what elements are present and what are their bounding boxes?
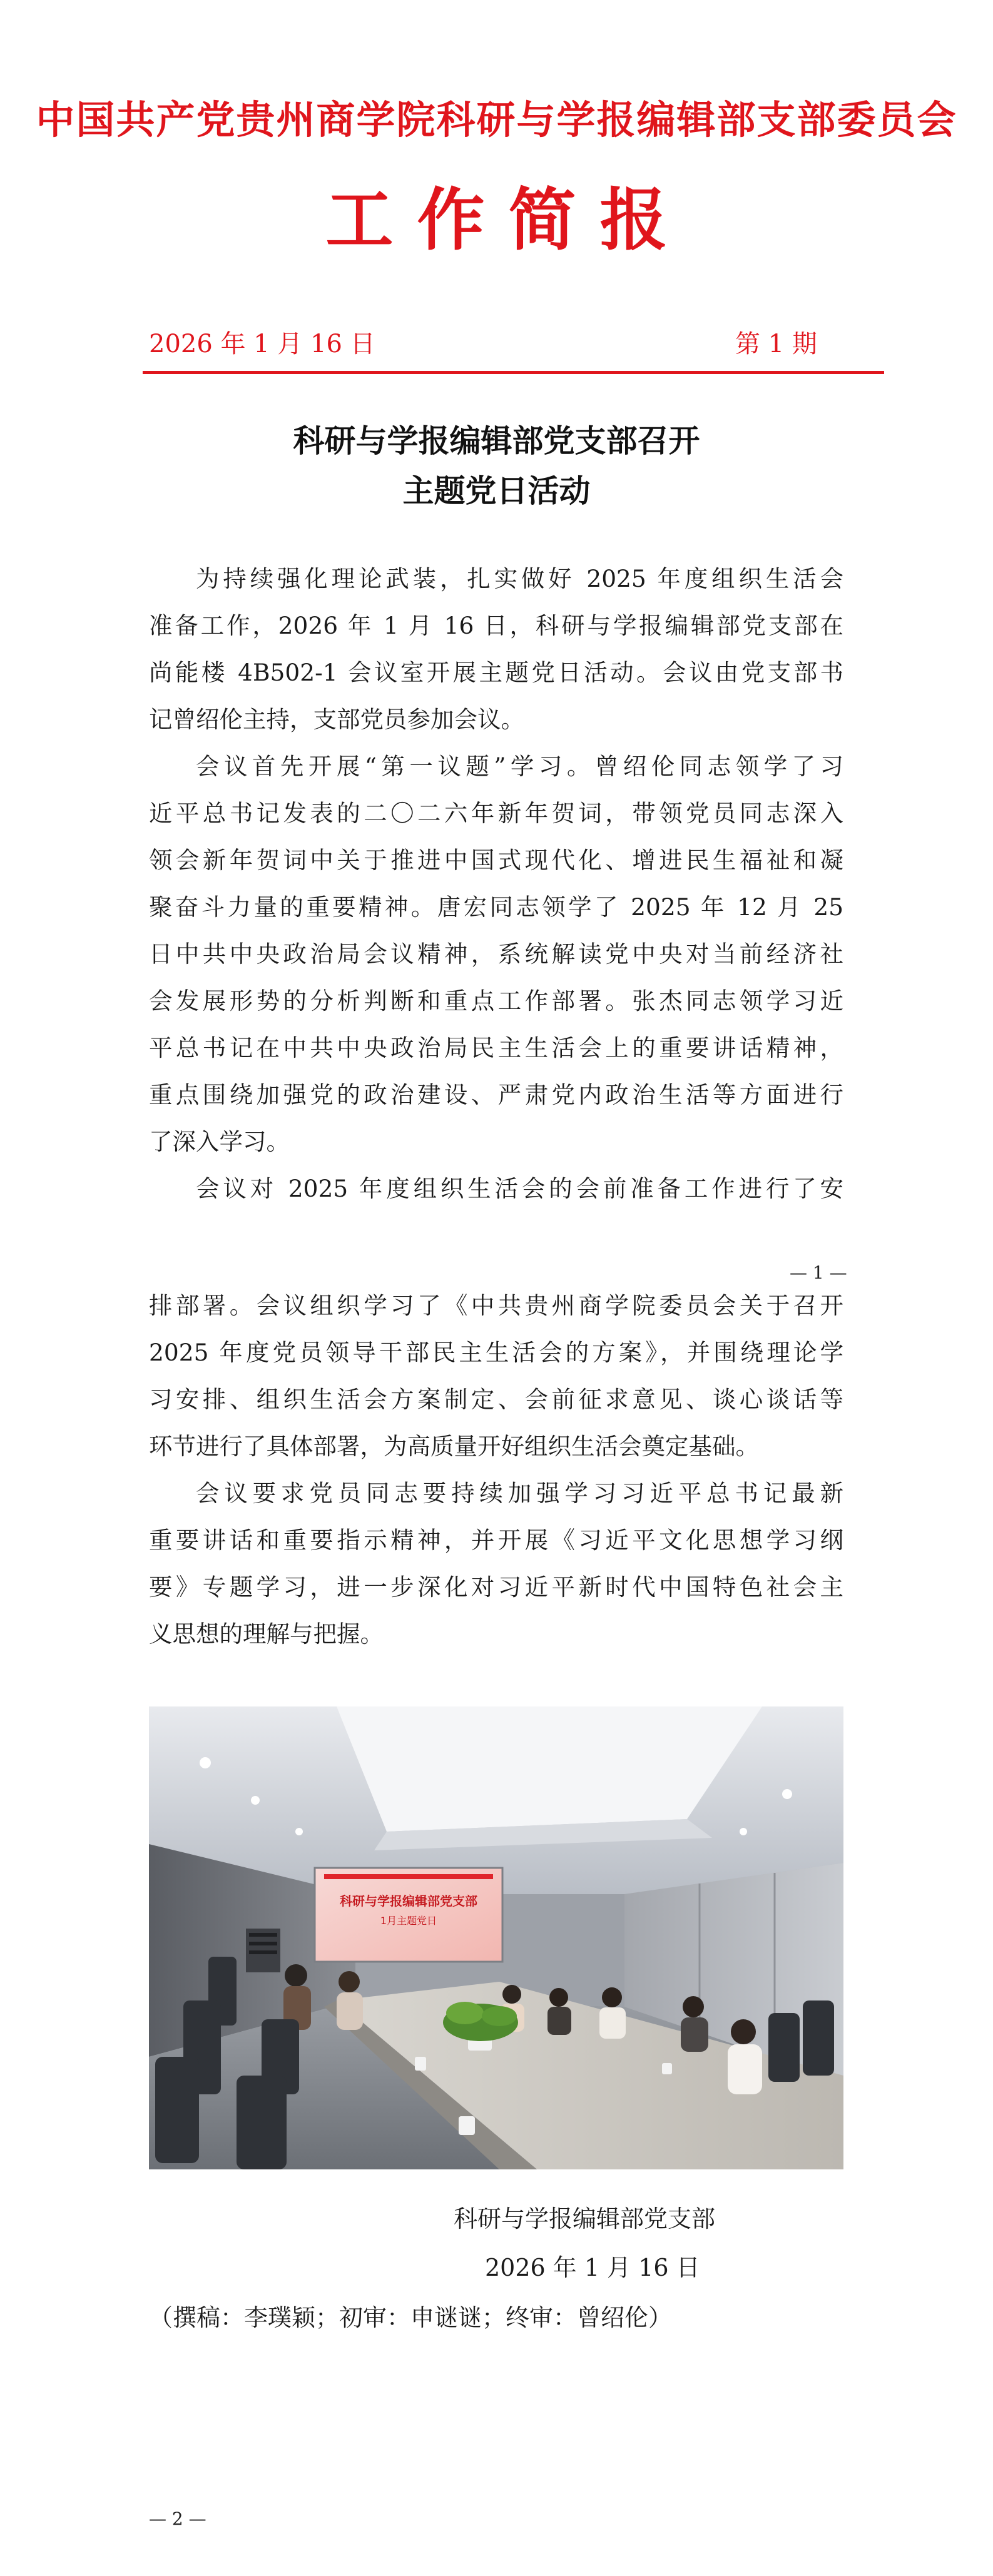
- line: 2025 年度党员领导干部民主生活会的方案》，并围绕理论学: [149, 1339, 843, 1366]
- line: 聚奋斗力量的重要精神。唐宏同志领学了 2025 年 12 月 25: [149, 893, 843, 921]
- article-title-line1: 科研与学报编辑部党支部召开: [293, 422, 700, 459]
- paragraph-2: [149, 743, 843, 1165]
- screen-text-2: 1月主题党日: [380, 1915, 437, 1927]
- article-title-line2: 主题党日活动: [402, 472, 591, 509]
- line: 记曾绍伦主持，支部党员参加会议。: [149, 706, 524, 733]
- signature-date: 2026 年 1 月 16 日: [485, 2254, 700, 2281]
- line: 准备工作，2026 年 1 月 16 日，科研与学报编辑部党支部在: [149, 612, 843, 639]
- line: 近平总书记发表的二〇二六年新年贺词，带领党员同志深入: [149, 799, 843, 827]
- article-title: [0, 416, 993, 516]
- line: 环节进行了具体部署，为高质量开好组织生活会奠定基础。: [149, 1433, 759, 1460]
- line: 排部署。会议组织学习了《中共贵州商学院委员会关于召开: [149, 1292, 843, 1319]
- line: 会发展形势的分析判断和重点工作部署。张杰同志领学习近: [149, 987, 843, 1015]
- line: 重点围绕加强党的政治建设、严肃党内政治生活等方面进行: [149, 1081, 843, 1108]
- paragraph-1: [149, 555, 843, 743]
- credits: （撰稿：李璞颖；初审：申谜谜；终审：曾绍伦）: [149, 2304, 673, 2331]
- line: 日中共中央政治局会议精神，系统解读党中央对当前经济社: [149, 940, 843, 968]
- page-number-2: — 2 —: [149, 2508, 206, 2529]
- issue-number: 第 1 期: [735, 330, 817, 358]
- line: 了深入学习。: [149, 1128, 290, 1155]
- paragraph-3-start: [149, 1165, 843, 1212]
- meeting-photo: [149, 1706, 843, 2169]
- line: 会议对 2025 年度组织生活会的会前准备工作进行了安: [196, 1175, 843, 1202]
- paragraph-4: [149, 1470, 843, 1658]
- line: 义思想的理解与把握。: [149, 1620, 384, 1648]
- line: 领会新年贺词中关于推进中国式现代化、增进民生福祉和凝: [149, 846, 843, 874]
- screen-text-1: 科研与学报编辑部党支部: [340, 1894, 477, 1909]
- line: 要》专题学习，进一步深化对习近平新时代中国特色社会主: [149, 1573, 843, 1601]
- line: 会议首先开展“第一议题”学习。曾绍伦同志领学了习: [196, 753, 843, 780]
- line: 尚能楼 4B502-1 会议室开展主题党日活动。会议由党支部书: [149, 659, 843, 686]
- paragraph-3-cont: [149, 1282, 843, 1470]
- line: 会议要求党员同志要持续加强学习习近平总书记最新: [196, 1479, 843, 1507]
- org-name: 中国共产党贵州商学院科研与学报编辑部支部委员会: [36, 97, 957, 143]
- line: 习安排、组织生活会方案制定、会前征求意见、谈心谈话等: [149, 1386, 843, 1413]
- red-divider: [143, 371, 884, 374]
- line: 为持续强化理论武装，扎实做好 2025 年度组织生活会: [196, 565, 843, 592]
- signature-org: 科研与学报编辑部党支部: [454, 2205, 716, 2233]
- brief-title: 工作简报: [325, 181, 691, 260]
- line: 重要讲话和重要指示精神，并开展《习近平文化思想学习纲: [149, 1526, 843, 1554]
- issue-date: 2026 年 1 月 16 日: [149, 330, 375, 358]
- line: 平总书记在中共中央政治局民主生活会上的重要讲话精神，: [149, 1034, 843, 1062]
- page-number-1: — 1 —: [790, 1262, 847, 1283]
